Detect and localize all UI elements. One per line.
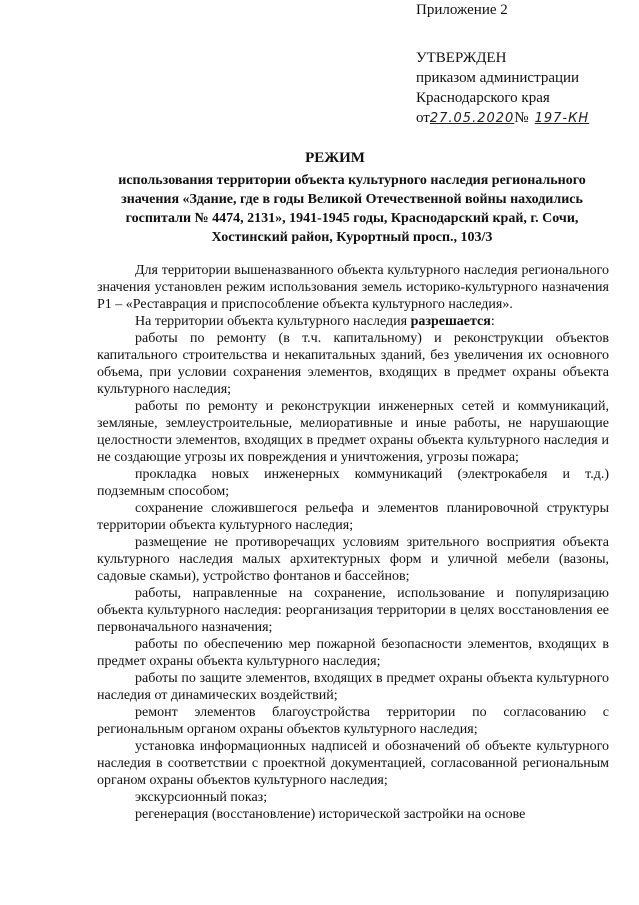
intro-paragraph: Для территории вышеназванного объекта культурного наследия регионального значения установлен режим использования земель историко-культурного назначения Р1 – «Реставрация и приспособление объекта культурного наследия». [97, 263, 609, 312]
list-item: размещение не противоречащих условиям зрительного восприятия объекта культурного наследия малых архитектурных форм и уличной мебели (вазоны, садовые скамьи), устройство фонтанов и бассейнов; [97, 535, 609, 584]
allowed-word: разрешается [410, 314, 491, 329]
list-item: ремонт элементов благоустройства территории по согласованию с региональным органом охраны объектов культурного наследия; [97, 705, 609, 737]
allowed-heading [97, 313, 609, 330]
document-subtitle: использования территории объекта культурного наследия регионального значения «Здание, где в годы Великой Отечественной войны находились госпитали № 4474, 2131», 1941-1945 годы, Краснодарский край, г. Сочи, Хостинский район, Курортный просп., 103/3 [118, 173, 586, 245]
order-line-1: приказом администрации [416, 70, 580, 86]
allowed-prefix: На территории объекта культурного наследия [135, 314, 408, 329]
list-item: экскурсионный показ; [135, 790, 268, 805]
list-item: работы по ремонту (в т.ч. капитальному) и реконструкции объектов капитального строительства и некапитальных зданий, без увеличения их основного объема, при условии сохранения элементов, входящих в предмет охраны объекта культурного наследия; [97, 331, 609, 397]
document-title: РЕЖИМ [305, 150, 365, 166]
list-item: работы по обеспечению мер пожарной безопасности элементов, входящих в предмет охраны объекта культурного наследия; [97, 637, 609, 669]
appendix-label: Приложение 2 [416, 2, 508, 18]
handwritten-date: 27.05.2020 [429, 111, 515, 126]
number-prefix: № [514, 110, 529, 126]
date-prefix: от [416, 110, 430, 126]
approved-label: УТВЕРЖДЕН [416, 50, 507, 66]
list-item: установка информационных надписей и обозначений об объекте культурного наследия в соответствии с проектной документацией, согласованной региональным органом охраны объектов культурного наследия; [97, 739, 609, 788]
list-item: работы по ремонту и реконструкции инженерных сетей и коммуникаций, земляные, землеустроительные, мелиоративные и иные работы, не нарушающие целостности элементов, входящих в предмет охраны объекта культурного наследия и не создающие угрозы их повреждения и уничтожения, угрозы пожара; [97, 399, 609, 465]
allowed-suffix: : [490, 314, 495, 329]
date-number-line [416, 108, 626, 129]
approval-block [416, 0, 626, 129]
list-item: регенерация (восстановление) исторической застройки на основе [135, 807, 526, 822]
document-body [97, 262, 609, 823]
handwritten-number: 197-КН [534, 111, 590, 126]
list-item: работы по защите элементов, входящих в предмет охраны объекта культурного наследия от динамических воздействий; [97, 671, 609, 703]
list-item: работы, направленные на сохранение, использование и популяризацию объекта культурного наследия: реорганизация территории в целях восстановления ее первоначального назначения; [97, 586, 609, 635]
list-item: прокладка новых инженерных коммуникаций (электрокабеля и т.д.) подземным способом; [97, 467, 609, 499]
order-line-2: Краснодарского края [416, 90, 550, 106]
list-item: сохранение сложившегося рельефа и элементов планировочной структуры территории объекта культурного наследия; [97, 501, 609, 533]
